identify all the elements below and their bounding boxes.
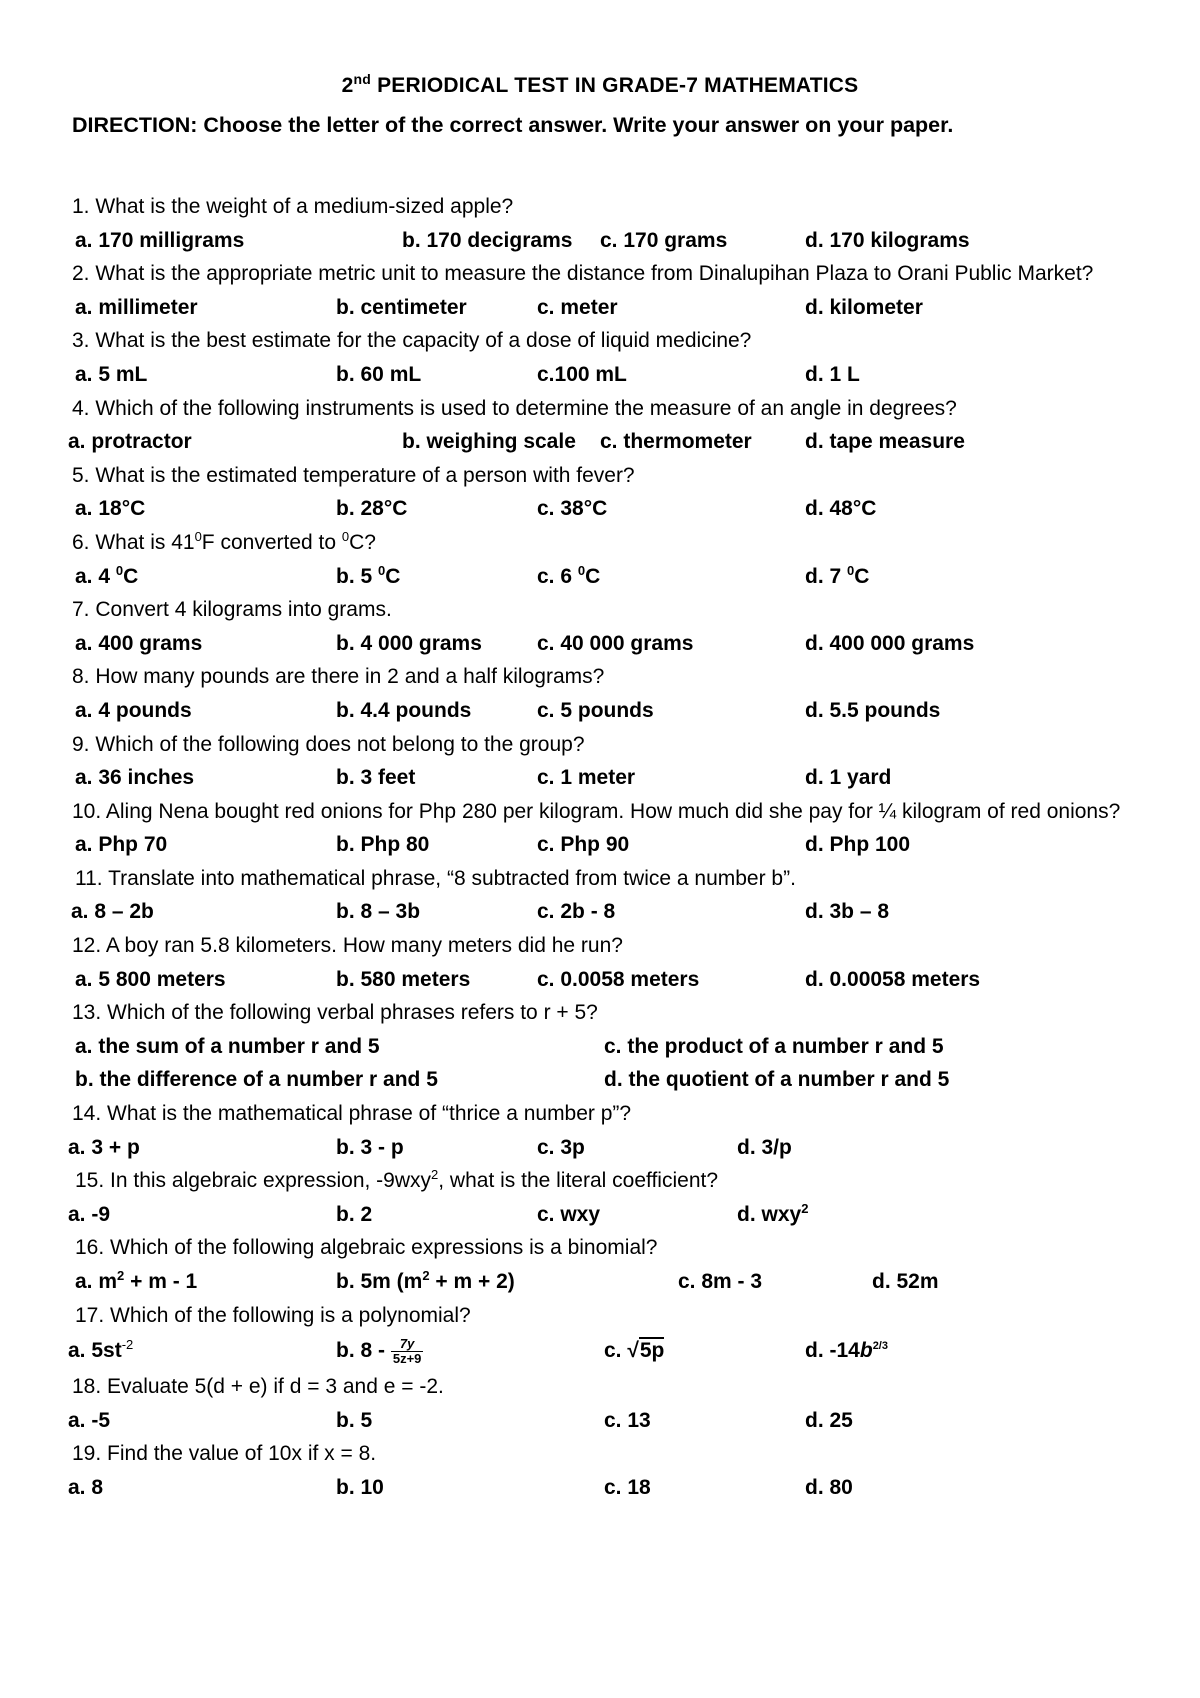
option-12d[interactable]: d. 0.00058 meters [805, 967, 981, 991]
option-19c[interactable]: c. 18 [604, 1475, 651, 1499]
option-19d[interactable]: d. 80 [805, 1475, 853, 1499]
option-11d[interactable]: d. 3b – 8 [805, 900, 890, 924]
option-6a[interactable] [75, 560, 138, 594]
option-1a[interactable]: a. 170 milligrams [75, 228, 245, 252]
option-12b[interactable]: b. 580 meters [336, 967, 471, 991]
options-12 [72, 963, 1132, 997]
option-18a[interactable]: a. -5 [68, 1408, 111, 1432]
option-2a[interactable]: a. millimeter [75, 295, 198, 319]
option-15d[interactable] [737, 1198, 808, 1232]
q15-text-a: 15. In this algebraic expression, -9wxy [75, 1169, 432, 1193]
option-10c[interactable]: c. Php 90 [537, 833, 630, 857]
option-16d[interactable]: d. 52m [872, 1270, 939, 1293]
option-11a[interactable]: a. 8 – 2b [71, 900, 154, 924]
q6-sup-1: 0 [194, 528, 202, 544]
direction-text: DIRECTION: Choose the letter of the correct answer. Write your answer on your paper. [72, 113, 954, 137]
question-11: 11. Translate into mathematical phrase, “8 subtracted from twice a number b”. [75, 866, 796, 890]
option-17b[interactable] [336, 1332, 423, 1370]
option-9c[interactable]: c. 1 meter [537, 766, 636, 790]
opt-16a-pre: a. m [75, 1270, 118, 1293]
question-14: 14. What is the mathematical phrase of “thrice a number p”? [72, 1102, 632, 1126]
question-19: 19. Find the value of 10x if x = 8. [72, 1442, 377, 1466]
radicand: 5p [639, 1339, 665, 1363]
opt-17a-sup: -2 [121, 1337, 134, 1353]
option-15a[interactable]: a. -9 [68, 1202, 111, 1226]
option-12a[interactable]: a. 5 800 meters [75, 967, 226, 991]
opt-6b-pre: b. 5 [336, 564, 379, 588]
opt-16b-sup: 2 [422, 1268, 430, 1283]
option-1c[interactable]: c. 170 grams [600, 228, 728, 252]
question-17: 17. Which of the following is a polynomial? [75, 1303, 471, 1327]
option-13b[interactable]: b. the difference of a number r and 5 [75, 1068, 438, 1092]
option-7a[interactable]: a. 400 grams [75, 631, 203, 655]
options-8 [72, 694, 1132, 728]
option-11b[interactable]: b. 8 – 3b [336, 900, 421, 924]
options-6 [72, 560, 1132, 594]
opt-17b-pre: b. 8 - [336, 1339, 386, 1363]
opt-17a-pre: a. 5st [68, 1339, 122, 1363]
option-13d[interactable]: d. the quotient of a number r and 5 [604, 1068, 950, 1092]
opt-16a-post: + m - 1 [124, 1270, 198, 1293]
opt-6c-pre: c. 6 [537, 564, 578, 588]
opt-6c-post: C [585, 564, 601, 588]
option-7c[interactable]: c. 40 000 grams [537, 631, 694, 655]
option-4d[interactable]: d. tape measure [805, 430, 965, 454]
options-7 [72, 627, 1132, 661]
option-18b[interactable]: b. 5 [336, 1408, 373, 1432]
question-18: 18. Evaluate 5(d + e) if d = 3 and e = -2. [72, 1375, 444, 1399]
question-15 [72, 1164, 1132, 1198]
option-8a[interactable]: a. 4 pounds [75, 698, 192, 722]
options-19 [68, 1471, 1132, 1505]
question-list [68, 190, 1132, 1505]
opt-16b-post: + m + 2) [429, 1270, 515, 1293]
page-title [0, 71, 1200, 98]
q15-text-b: , what is the literal coefficient? [438, 1169, 719, 1193]
option-1d[interactable]: d. 170 kilograms [805, 228, 970, 252]
option-8c[interactable]: c. 5 pounds [537, 698, 654, 722]
option-16b[interactable] [336, 1265, 515, 1299]
options-2 [72, 291, 1132, 325]
opt-6a-pre: a. 4 [75, 564, 116, 588]
options-11 [72, 895, 1132, 929]
option-2b[interactable]: b. centimeter [336, 295, 467, 319]
opt-6a-post: C [123, 564, 139, 588]
question-2: 2. What is the appropriate metric unit to measure the distance from Dinalupihan Plaza to Orani Public Market? [72, 262, 1094, 286]
option-16c[interactable]: c. 8m - 3 [678, 1270, 763, 1293]
opt-15d-sup: 2 [801, 1200, 809, 1216]
option-19a[interactable]: a. 8 [68, 1475, 104, 1499]
option-14b[interactable]: b. 3 - p [336, 1135, 404, 1159]
question-8: 8. How many pounds are there in 2 and a half kilograms? [72, 665, 605, 689]
options-17 [68, 1332, 1132, 1370]
option-8d[interactable]: d. 5.5 pounds [805, 698, 941, 722]
options-13-row2 [72, 1063, 1132, 1097]
option-14c[interactable]: c. 3p [537, 1135, 585, 1159]
opt-6d-sup: 0 [847, 562, 855, 578]
option-4a[interactable]: a. protractor [68, 430, 192, 454]
option-2d[interactable]: d. kilometer [805, 295, 923, 319]
option-10b[interactable]: b. Php 80 [336, 833, 430, 857]
question-1: 1. What is the weight of a medium-sized apple? [72, 195, 514, 218]
opt-16a-sup: 2 [117, 1268, 125, 1283]
option-9d[interactable]: d. 1 yard [805, 766, 892, 790]
question-12: 12. A boy ran 5.8 kilometers. How many meters did he run? [72, 934, 623, 958]
opt-6b-post: C [385, 564, 401, 588]
opt-6b-sup: 0 [378, 562, 386, 578]
options-5 [72, 492, 1132, 526]
opt-6d-post: C [854, 564, 870, 588]
question-10: 10. Aling Nena bought red onions for Php 280 per kilogram. How much did she pay for ¼ kilogram of red onions? [72, 799, 1121, 823]
option-11c[interactable]: c. 2b - 8 [537, 900, 616, 924]
option-4c[interactable]: c. thermometer [600, 430, 752, 454]
options-16 [72, 1265, 1132, 1299]
question-6 [72, 526, 1132, 560]
option-5a[interactable]: a. 18°C [75, 497, 146, 521]
options-9 [72, 761, 1132, 795]
option-17c[interactable] [604, 1332, 664, 1370]
options-3 [72, 358, 1132, 392]
q6-text-a: 6. What is 41 [72, 530, 195, 554]
opt-6d-pre: d. 7 [805, 564, 848, 588]
option-5c[interactable]: c. 38°C [537, 497, 608, 521]
q15-sup: 2 [431, 1167, 439, 1183]
option-19b[interactable]: b. 10 [336, 1475, 384, 1499]
question-4: 4. Which of the following instruments is used to determine the measure of an angle in degrees? [72, 396, 957, 420]
fraction [391, 1337, 424, 1366]
question-13: 13. Which of the following verbal phrases refers to r + 5? [72, 1001, 598, 1025]
option-15b[interactable]: b. 2 [336, 1202, 373, 1226]
title-sup: nd [353, 71, 372, 87]
option-12c[interactable]: c. 0.0058 meters [537, 967, 700, 991]
option-3d[interactable]: d. 1 L [805, 362, 860, 386]
option-10a[interactable]: a. Php 70 [75, 833, 168, 857]
opt-17d-sup: 2/3 [872, 1340, 888, 1353]
option-1b[interactable]: b. 170 decigrams [402, 228, 573, 252]
option-3a[interactable]: a. 5 mL [75, 362, 148, 386]
options-4 [68, 425, 1132, 459]
option-8b[interactable]: b. 4.4 pounds [336, 698, 472, 722]
option-14d[interactable]: d. 3/p [737, 1135, 792, 1159]
option-3c[interactable]: c.100 mL [537, 362, 627, 386]
option-6c[interactable] [537, 560, 600, 594]
fraction-numerator: 7y [391, 1337, 424, 1352]
opt-6a-sup: 0 [115, 562, 124, 578]
opt-6c-sup: 0 [577, 562, 586, 578]
option-17a[interactable] [68, 1332, 133, 1370]
opt-17d-pre: d. -14 [805, 1339, 860, 1363]
opt-15d-pre: d. wxy [737, 1202, 802, 1226]
option-16a[interactable] [75, 1265, 197, 1299]
fraction-denominator: 5z+9 [392, 1351, 422, 1367]
option-7d[interactable]: d. 400 000 grams [805, 631, 975, 655]
option-5b[interactable]: b. 28°C [336, 497, 408, 521]
option-3b[interactable]: b. 60 mL [336, 362, 422, 386]
options-10 [72, 828, 1132, 862]
option-18d[interactable]: d. 25 [805, 1408, 853, 1432]
options-1 [72, 224, 1132, 258]
option-6b[interactable] [336, 560, 400, 594]
option-5d[interactable]: d. 48°C [805, 497, 877, 521]
opt-17c-pre: c. √ [604, 1339, 639, 1363]
option-9a[interactable]: a. 36 inches [75, 766, 195, 790]
title-rest: PERIODICAL TEST IN GRADE-7 MATHEMATICS [371, 74, 859, 97]
option-9b[interactable]: b. 3 feet [336, 766, 416, 790]
q6-text-b: F converted to [201, 530, 342, 554]
q6-text-c: C? [349, 530, 376, 554]
option-13a[interactable]: a. the sum of a number r and 5 [75, 1034, 380, 1058]
opt-17d-var: b [859, 1339, 873, 1363]
options-15 [68, 1198, 1132, 1232]
options-18 [68, 1404, 1132, 1438]
question-5: 5. What is the estimated temperature of a person with fever? [72, 463, 635, 487]
option-10d[interactable]: d. Php 100 [805, 833, 911, 857]
option-18c[interactable]: c. 13 [604, 1408, 651, 1432]
option-7b[interactable]: b. 4 000 grams [336, 631, 482, 655]
question-16: 16. Which of the following algebraic expressions is a binomial? [75, 1236, 658, 1260]
question-9: 9. Which of the following does not belong to the group? [72, 732, 585, 756]
option-6d[interactable] [805, 560, 869, 594]
option-14a[interactable]: a. 3 + p [68, 1135, 140, 1159]
option-2c[interactable]: c. meter [537, 295, 618, 319]
option-15c[interactable]: c. wxy [537, 1202, 601, 1226]
option-4b[interactable]: b. weighing scale [402, 430, 576, 454]
title-prefix: 2 [341, 74, 354, 97]
options-14 [68, 1131, 1132, 1165]
q6-sup-2: 0 [341, 528, 350, 544]
option-17d[interactable] [805, 1332, 888, 1370]
options-13-row1 [72, 1030, 1132, 1064]
option-13c[interactable]: c. the product of a number r and 5 [604, 1034, 944, 1058]
question-7: 7. Convert 4 kilograms into grams. [72, 598, 392, 622]
question-3: 3. What is the best estimate for the capacity of a dose of liquid medicine? [72, 329, 752, 353]
opt-16b-pre: b. 5m (m [336, 1270, 423, 1293]
